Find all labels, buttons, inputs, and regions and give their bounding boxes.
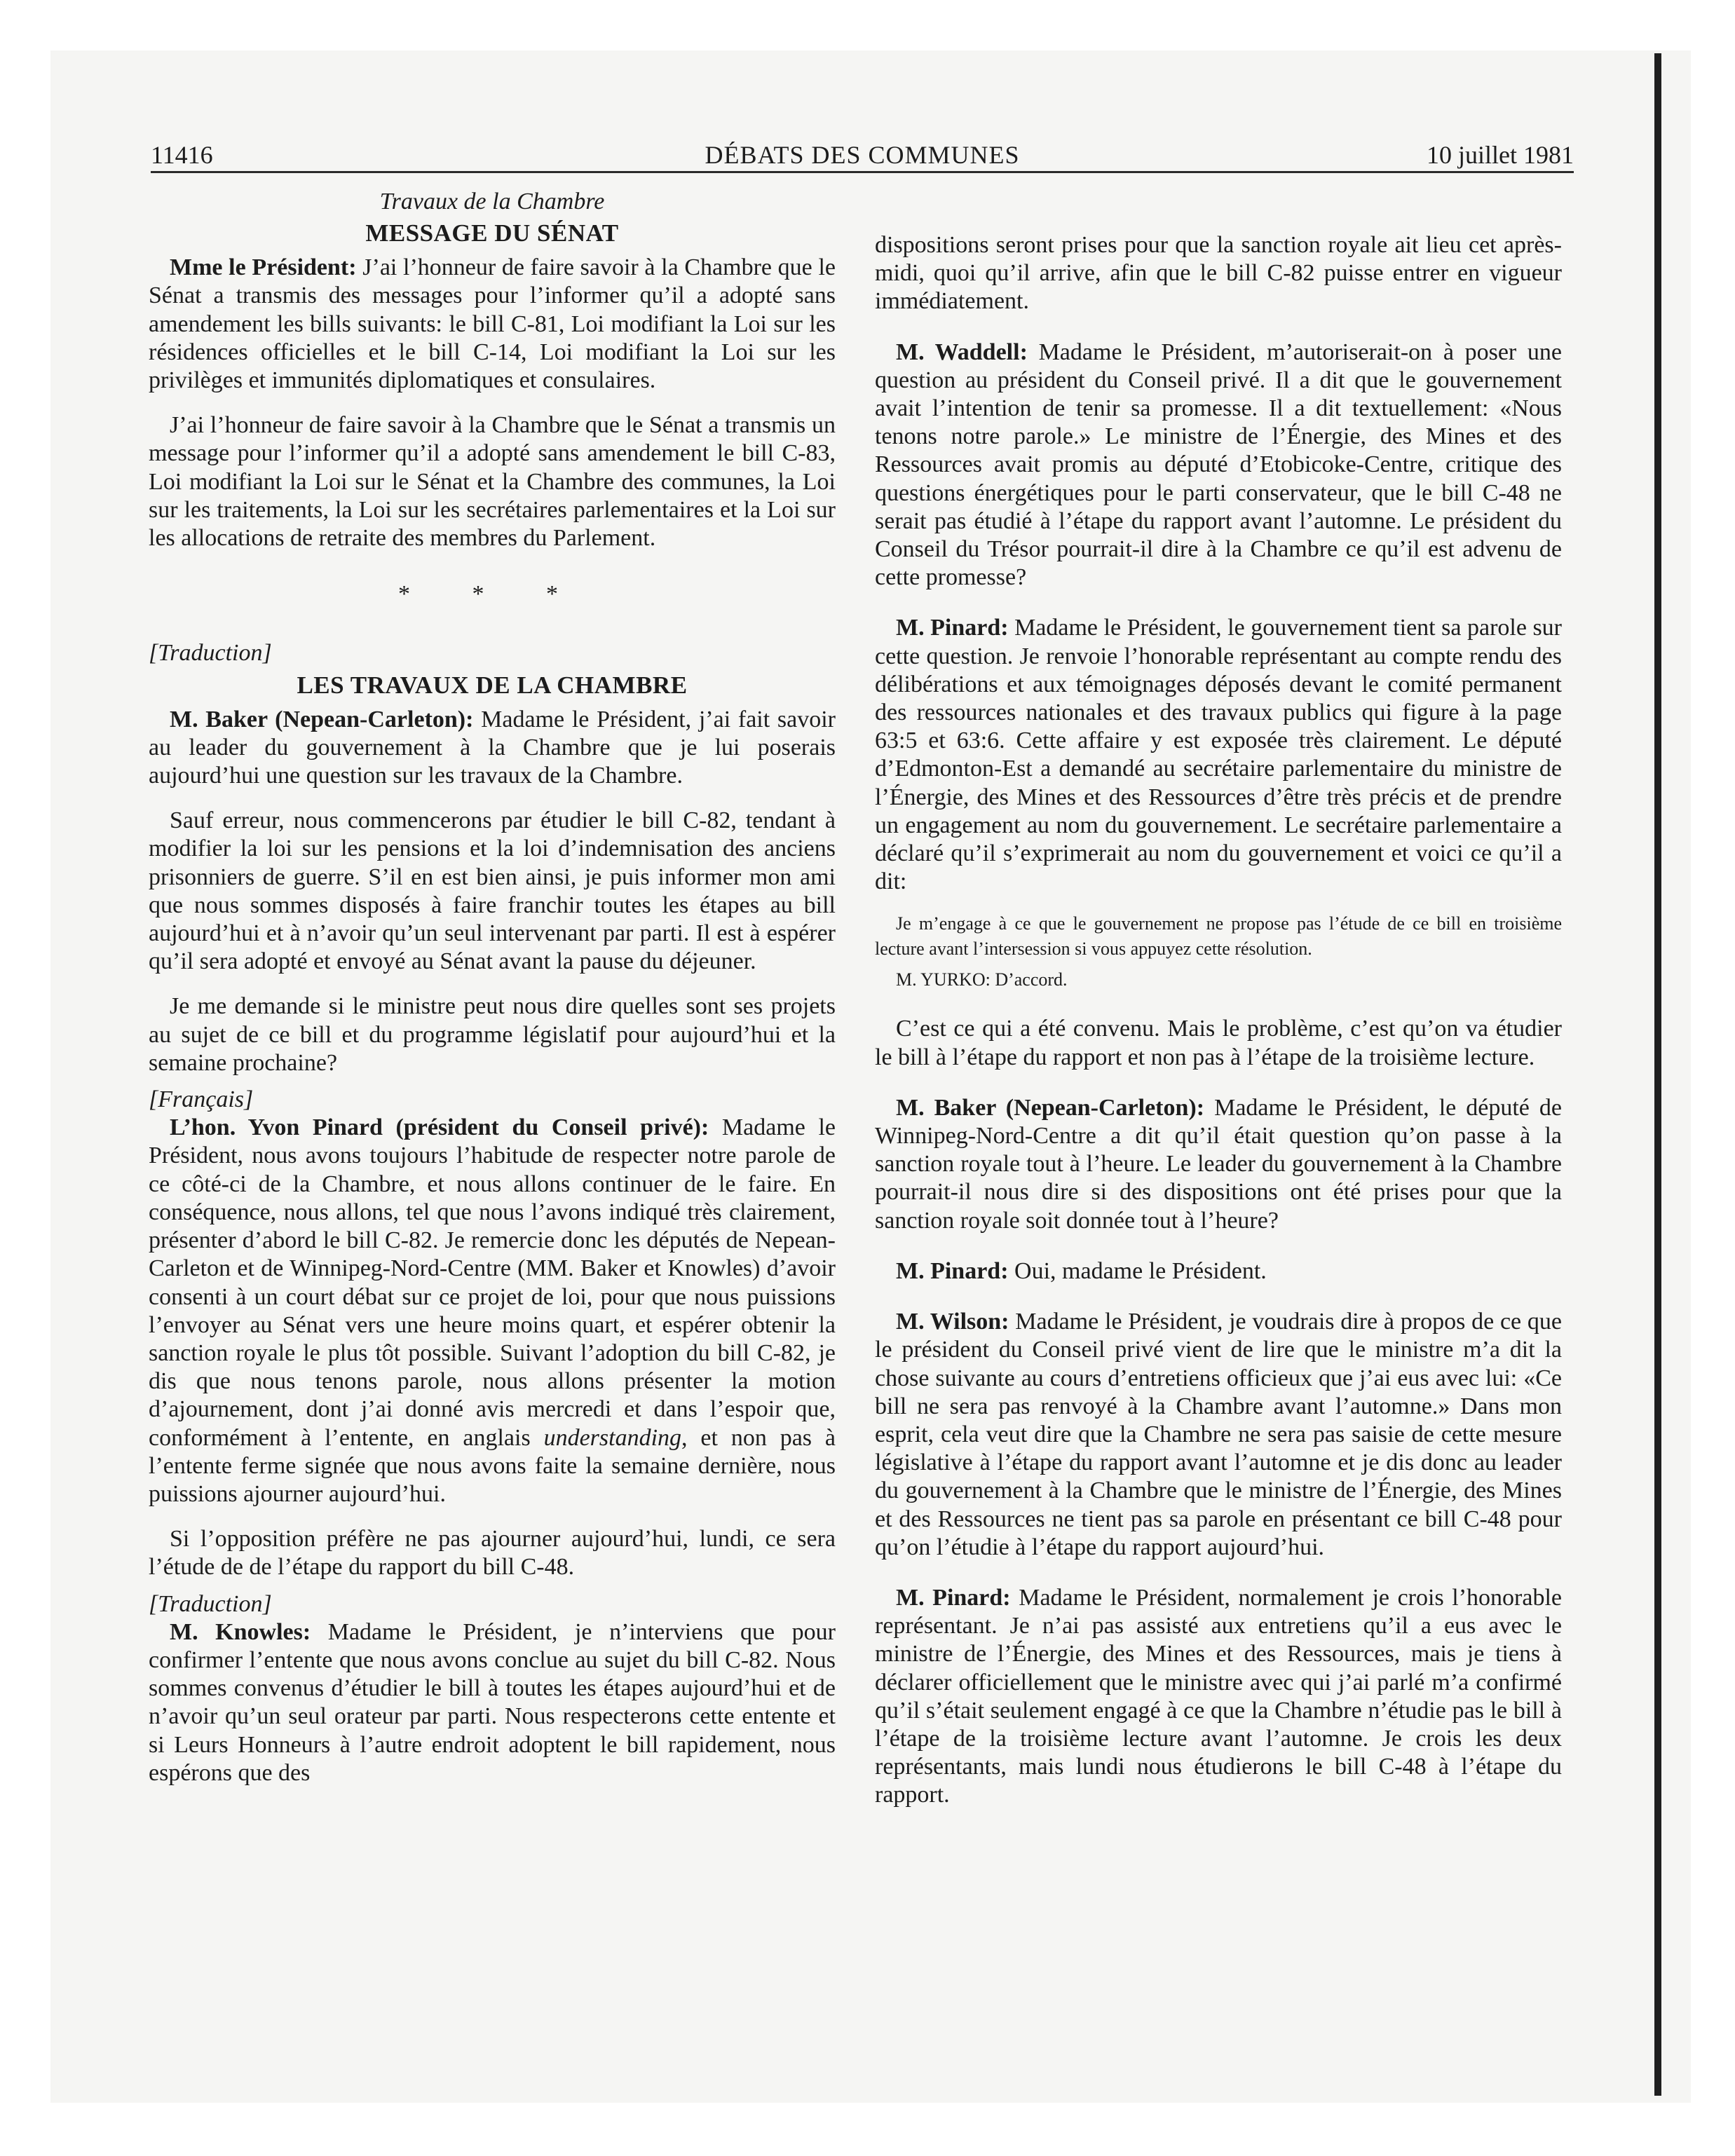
- language-marker: [Traduction]: [149, 640, 272, 667]
- paragraph: [149, 706, 836, 791]
- speaker-name: Mme le Président:: [170, 254, 357, 281]
- left-column: [149, 188, 836, 1787]
- paragraph: [149, 1618, 836, 1787]
- language-marker: [Français]: [149, 1086, 254, 1113]
- paragraph: [149, 254, 836, 395]
- section-separator: * * *: [398, 581, 586, 608]
- speech-text: Madame le Président, normalement je crois l’honorable représentant. Je n’ai pas assisté aux entretiens qu’il a eus avec le ministre de l’Énergie, des Mines et des Ressources, mais je tiens à déclarer officiellement que le ministre avec qui j’ai parlé m’a confirmé qu’il s’était seulement engagé à ce que la Chambre n’étudie pas le bill à l’étape de la troisième lecture avant l’automne. Je crois les deux représentants, mais lundi nous étudierons le bill C-48 à l’étape du rapport.: [875, 1584, 1562, 1808]
- paragraph: [875, 1094, 1562, 1235]
- speaker-name: M. Baker (Nepean-Carleton):: [170, 706, 474, 732]
- speech-text: D’accord.: [990, 969, 1068, 990]
- speech-text: J’ai l’honneur de faire savoir à la Chambre que le Sénat a transmis des messages pour l’informer qu’il a adopté sans amendement les bills suivants: le bill C-81, Loi modifiant la Loi sur les résidences officielles et le bill C-14, Loi modifiant la Loi sur les privilèges et immunités diplomatiques et consulaires.: [149, 254, 836, 394]
- speaker-name: M. YURKO:: [896, 969, 991, 990]
- speech-text: , et non pas à l’entente ferme signée que nous avons faite la semaine dernière, nous puissions ajourner aujourd’hui.: [149, 1424, 836, 1507]
- paragraph: [875, 1584, 1562, 1810]
- page-header: [151, 137, 1574, 172]
- speech-text: Madame le Président, nous avons toujours l’habitude de respecter notre parole de ce côté-ci de la Chambre, et nous allons continuer de le faire. En conséquence, nous allons, tel que nous l’avons indiqué très clairement, présenter d’abord le bill C-82. Je remercie donc les députés de Nepean-Carleton et de Winnipeg-Nord-Centre (MM. Baker et Knowles) d’avoir consenti à un court débat sur ce projet de loi, pour que nous puissions l’envoyer au Sénat vers une heure moins quart, et espérer obtenir la sanction royale le plus tôt possible. Suivant l’adoption du bill C-82, je dis que nous tenons parole, nous allons présenter la motion d’ajournement, dont j’ai donné avis mercredi et dans l’espoir que, conformément à l’entente, en anglais: [149, 1114, 836, 1451]
- paragraph: Je me demande si le ministre peut nous dire quelles sont ses projets au sujet de ce bill et du programme législatif pour aujourd’hui et la semaine prochaine?: [149, 993, 836, 1076]
- paragraph: [875, 339, 1562, 592]
- speech-text: Madame le Président, je n’interviens que pour confirmer l’entente que nous avons conclue au sujet du bill C-82. Nous sommes convenus d’étudier le bill à toutes les étapes aujourd’hui et de n’avoir qu’un seul orateur par parti. Nous respecterons cette entente et si Leurs Honneurs à l’autre endroit adoptent le bill rapidement, nous espérons que des: [149, 1618, 836, 1786]
- page-edge-rule: [1654, 53, 1661, 2096]
- quoted-testimony: Je m’engage à ce que le gouvernement ne propose pas l’étude de ce bill en troisième lecture avant l’intersession si vous appuyez cette résolution.: [875, 913, 1562, 960]
- heading-travaux: LES TRAVAUX DE LA CHAMBRE: [297, 671, 688, 699]
- speaker-name: M. Pinard:: [896, 1584, 1011, 1611]
- quoted-reply: [875, 967, 1562, 992]
- right-column: [875, 231, 1562, 1810]
- speaker-name: M. Wilson:: [896, 1309, 1009, 1335]
- paragraph: [875, 1308, 1562, 1562]
- page-number: 11416: [151, 141, 213, 169]
- publication-title: DÉBATS DES COMMUNES: [705, 141, 1020, 169]
- speaker-name: M. Baker (Nepean-Carleton):: [896, 1094, 1205, 1121]
- paragraph: dispositions seront prises pour que la sanction royale ait lieu cet après-midi, quoi qu’il arrive, afin que le bill C-82 puisse entrer en vigueur immédiatement.: [875, 232, 1562, 315]
- speaker-name: M. Knowles:: [170, 1618, 311, 1645]
- paragraph: C’est ce qui a été convenu. Mais le problème, c’est qu’on va étudier le bill à l’étape du rapport et non pas à l’étape de la troisième lecture.: [875, 1016, 1562, 1070]
- speech-text: Madame le Président, le gouvernement tient sa parole sur cette question. Je renvoie l’honorable représentant au compte rendu des délibérations et aux témoignages déposés devant le comité permanent des ressources nationales et des travaux publics qui figure à la page 63:5 et 63:6. Cette affaire y est exposée très clairement. Le député d’Edmonton-Est a demandé au secrétaire parlementaire du ministre de l’Énergie, des Mines et des Ressources d’être très précis et de prendre un engagement au nom du gouvernement. Le secrétaire parlementaire a déclaré qu’il s’exprimerait au nom du gouvernement et voici ce qu’il a dit:: [875, 615, 1562, 895]
- language-marker: [Traduction]: [149, 1590, 272, 1617]
- section-label: Travaux de la Chambre: [379, 189, 605, 214]
- header-rule: [151, 171, 1574, 173]
- paragraph: Si l’opposition préfère ne pas ajourner aujourd’hui, lundi, ce sera l’étude de de l’étape du rapport du bill C-48.: [149, 1526, 836, 1581]
- speaker-name: L’hon. Yvon Pinard (président du Conseil privé):: [170, 1114, 709, 1141]
- speech-text: Madame le Président, le député de Winnipeg-Nord-Centre a dit qu’il était question qu’on passe à la sanction royale tout à l’heure. Le leader du gouvernement à la Chambre pourrait-il nous dire si des dispositions ont été prises pour que la sanction royale soit donnée tout à l’heure?: [875, 1094, 1562, 1234]
- italic-term: understanding: [543, 1424, 682, 1451]
- paragraph: [149, 1114, 836, 1508]
- speech-text: Madame le Président, j’ai fait savoir au leader du gouvernement à la Chambre que je lui poserais aujourd’hui une question sur les travaux de la Chambre.: [149, 706, 836, 789]
- speaker-name: M. Waddell:: [896, 339, 1028, 365]
- paragraph: [875, 1257, 1562, 1285]
- publication-date: 10 juillet 1981: [1427, 141, 1574, 169]
- speech-text: Oui, madame le Président.: [1008, 1257, 1267, 1284]
- speaker-name: M. Pinard:: [896, 1257, 1009, 1284]
- heading-message-senat: MESSAGE DU SÉNAT: [365, 219, 619, 247]
- speaker-name: M. Pinard:: [896, 615, 1009, 641]
- paragraph: Sauf erreur, nous commencerons par étudier le bill C-82, tendant à modifier la loi sur les pensions et la loi d’indemnisation des anciens prisonniers de guerre. S’il en est bien ainsi, je puis informer mon ami que nous sommes disposés à faire franchir toutes les étapes au bill aujourd’hui et à n’avoir qu’un seul intervenant par parti. Il est à espérer qu’il sera adopté et envoyé au Sénat avant la pause du déjeuner.: [149, 807, 836, 975]
- paragraph: [875, 614, 1562, 896]
- speech-text: Madame le Président, je voudrais dire à propos de ce que le président du Conseil privé vient de lire que le ministre m’a dit la chose suivante au cours d’entretiens officieux que j’ai eus avec lui: «Ce bill ne sera pas renvoyé à la Chambre avant l’automne.» Dans mon esprit, cela veut dire que la Chambre ne sera pas saisie de cette mesure législative à l’étape du rapport avant l’automne et je dis donc au leader du gouvernement à la Chambre que le ministre de l’Énergie, des Mines et des Ressources ne tient pas sa parole en présentant ce bill C-48 pour qu’on l’étudie à l’étape du rapport aujourd’hui.: [875, 1309, 1562, 1560]
- paragraph: J’ai l’honneur de faire savoir à la Chambre que le Sénat a transmis un message pour l’informer qu’il a adopté sans amendement le bill C-83, Loi modifiant la Loi sur le Sénat et la Chambre des communes, la Loi sur les traitements, la Loi sur les secrétaires parlementaires et la Loi sur les allocations de retraite des membres du Parlement.: [149, 412, 836, 552]
- speech-text: Madame le Président, m’autoriserait-on à poser une question au président du Conseil privé. Il a dit que le gouvernement avait l’intention de tenir sa promesse. Il a dit textuellement: «Nous tenons notre parole.» Le ministre de l’Énergie, des Mines et des Ressources avait promis au député d’Etobicoke-Centre, critique des questions énergétiques pour le parti conservateur, que le bill C-48 ne serait pas étudié à l’étape du rapport avant l’automne. Le président du Conseil du Trésor pourrait-il dire à la Chambre ce qu’il est advenu de cette promesse?: [875, 339, 1562, 591]
